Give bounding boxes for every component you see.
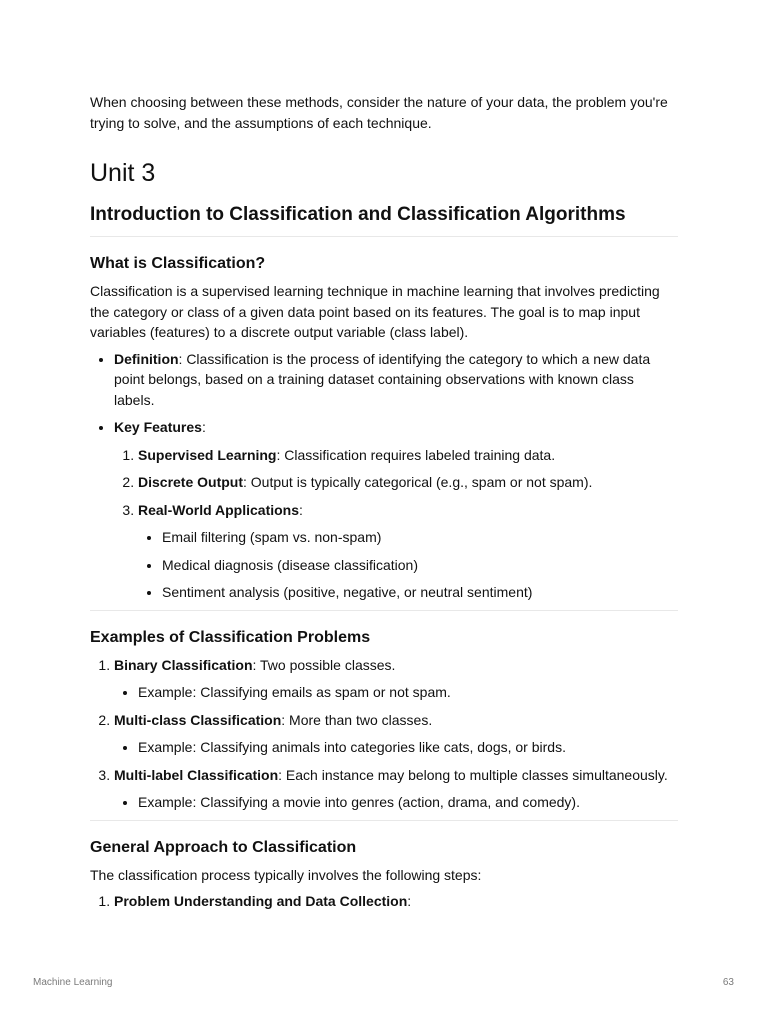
list-item bbox=[138, 500, 678, 603]
example-sublist bbox=[114, 737, 678, 758]
section-heading-examples: Examples of Classification Problems bbox=[90, 628, 371, 646]
list-item: • Example: Classifying animals into categories like cats, dogs, or birds. bbox=[138, 737, 678, 758]
key-features-colon: : bbox=[201, 419, 206, 435]
example-text: : Each instance may belong to multiple classes simultaneously. bbox=[278, 766, 668, 783]
example-text: : Two possible classes. bbox=[252, 656, 396, 673]
step-term: Problem Understanding and Data Collection bbox=[114, 893, 408, 909]
intro-paragraph: When choosing between these methods, consider the nature of your data, the problem you're trying to solve, and the assumptions of each technique. bbox=[90, 94, 668, 131]
list-item bbox=[114, 765, 678, 813]
section-heading-approach: General Approach to Classification bbox=[90, 838, 357, 856]
list-item bbox=[138, 445, 678, 466]
list-item: • Medical diagnosis (disease classification) bbox=[162, 555, 678, 576]
feature-text: : bbox=[299, 501, 303, 518]
unit-title: Unit 3 bbox=[90, 159, 156, 187]
example-sublist bbox=[114, 792, 678, 813]
what-is-paragraph: Classification is a supervised learning technique in machine learning that involves predicting the category or class of a given data point based on its features. The goal is to map input variables (features) to a discrete output variable (class label). bbox=[90, 283, 660, 340]
example-sublist bbox=[114, 682, 678, 703]
divider bbox=[90, 236, 678, 237]
list-item-definition bbox=[114, 349, 678, 411]
example-term: Binary Classification bbox=[114, 656, 253, 673]
applications-list bbox=[138, 527, 678, 603]
footer-document-title: Machine Learning bbox=[33, 977, 113, 988]
definition-term: Definition bbox=[114, 350, 179, 367]
examples-list bbox=[90, 655, 678, 813]
example-term: Multi-class Classification bbox=[114, 711, 282, 728]
definition-text: : Classification is the process of identifying the category to which a new data point belongs, based on a training dataset containing observations with known class labels. bbox=[114, 350, 651, 408]
example-text: : More than two classes. bbox=[281, 711, 433, 728]
divider bbox=[90, 610, 678, 611]
key-features-list bbox=[114, 445, 678, 603]
feature-term: Real-World Applications bbox=[138, 501, 300, 518]
approach-lead: The classification process typically involves the following steps: bbox=[90, 866, 482, 883]
list-item: • Sentiment analysis (positive, negative, or neutral sentiment) bbox=[162, 582, 678, 603]
list-item bbox=[138, 472, 678, 493]
divider bbox=[90, 820, 678, 821]
feature-term: Discrete Output bbox=[138, 474, 244, 490]
feature-term: Supervised Learning bbox=[138, 446, 277, 463]
page-content bbox=[90, 92, 678, 919]
section-heading-what-is: What is Classification? bbox=[90, 255, 266, 272]
what-is-list bbox=[90, 349, 678, 603]
key-features-term: Key Features bbox=[114, 419, 202, 435]
list-item: • Example: Classifying emails as spam or not spam. bbox=[138, 682, 678, 703]
list-item: • Example: Classifying a movie into genres (action, drama, and comedy). bbox=[138, 792, 678, 813]
chapter-title: Introduction to Classification and Classification Algorithms bbox=[90, 204, 626, 225]
list-item bbox=[114, 655, 678, 703]
list-item: • Email filtering (spam vs. non-spam) bbox=[162, 527, 678, 548]
example-term: Multi-label Classification bbox=[114, 766, 279, 783]
footer-page-number: 63 bbox=[722, 977, 734, 988]
list-item-key-features bbox=[114, 417, 678, 603]
approach-steps-list bbox=[90, 891, 678, 912]
list-item bbox=[114, 891, 678, 912]
feature-text: : Output is typically categorical (e.g., spam or not spam). bbox=[243, 474, 593, 490]
list-item bbox=[114, 710, 678, 758]
feature-text: : Classification requires labeled training data. bbox=[276, 446, 556, 463]
step-text: : bbox=[407, 893, 412, 909]
